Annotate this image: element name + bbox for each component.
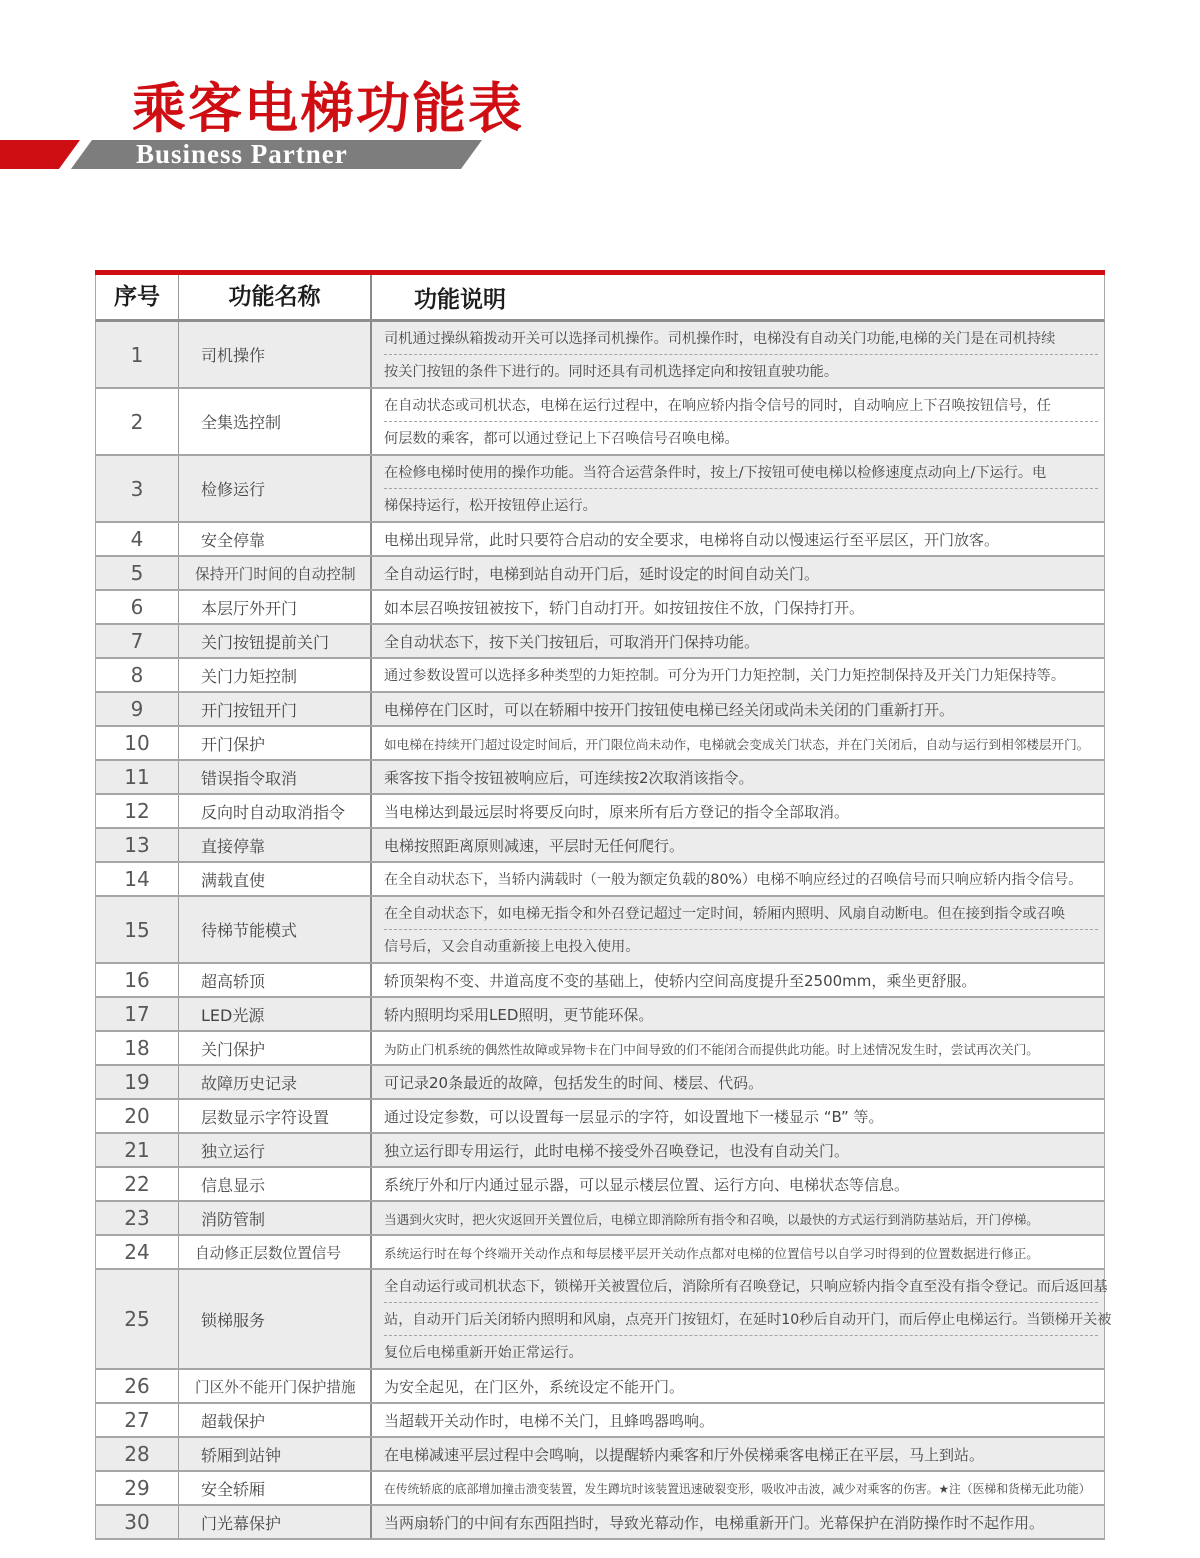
function-name: 锁梯服务: [179, 1270, 372, 1368]
row-number: 21: [96, 1134, 179, 1166]
function-name: 轿厢到站钟: [179, 1438, 372, 1470]
description-line: 轿顶架构不变、井道高度不变的基础上，使轿内空间高度提升至2500mm，乘坐更舒服。: [384, 971, 977, 990]
description-line: 站，自动开门后关闭轿内照明和风扇，点亮开门按钮灯，在延时10秒后自动开门，而后停止电梯运行。当锁梯开关被: [384, 1302, 1098, 1335]
description-line: 为防止门机系统的偶然性故障或异物卡在门中间导致的们不能闭合而提供此功能。时上述情况发生时，尝试再次关门。: [384, 1041, 1039, 1057]
function-name: 反向时自动取消指令: [179, 795, 372, 827]
description-line: 通过设定参数，可以设置每一层显示的字符，如设置地下一楼显示 “B” 等。: [384, 1107, 884, 1126]
function-name: 门光幕保护: [179, 1506, 372, 1538]
function-name: 待梯节能模式: [179, 897, 372, 962]
table-row: [95, 1100, 1105, 1134]
table-row: [95, 863, 1105, 897]
function-name: 关门按钮提前关门: [179, 625, 372, 657]
function-description: [372, 1472, 1104, 1504]
row-number: 20: [96, 1100, 179, 1132]
function-description: [372, 322, 1104, 387]
table-row: [95, 1066, 1105, 1100]
table-row: [95, 1236, 1105, 1270]
table-row: [95, 1032, 1105, 1066]
function-name: 安全停靠: [179, 523, 372, 555]
description-line: 可记录20条最近的故障，包括发生的时间、楼层、代码。: [384, 1073, 764, 1092]
function-description: [372, 795, 1104, 827]
row-number: 29: [96, 1472, 179, 1504]
row-number: 17: [96, 998, 179, 1030]
row-number: 22: [96, 1168, 179, 1200]
row-number: 11: [96, 761, 179, 793]
row-number: 26: [96, 1370, 179, 1402]
row-number: 7: [96, 625, 179, 657]
row-number: 9: [96, 693, 179, 725]
table-row: [95, 761, 1105, 795]
row-number: 24: [96, 1236, 179, 1268]
function-name: 故障历史记录: [179, 1066, 372, 1098]
function-description: [372, 998, 1104, 1030]
description-line: 在电梯减速平层过程中会鸣响，以提醒轿内乘客和厅外侯梯乘客电梯正在平层，马上到站。: [384, 1445, 985, 1464]
description-line: 在传统轿底的底部增加撞击溃变装置，发生蹲坑时该装置迅速破裂变形，吸收冲击波，减少对乘客的伤害。★注（医梯和货梯无此功能）: [384, 1481, 1091, 1496]
description-line: 在自动状态或司机状态，电梯在运行过程中，在响应轿内指令信号的同时，自动响应上下召唤按钮信号，任: [384, 398, 1051, 414]
table-body: [95, 322, 1112, 1540]
description-line: 全自动运行或司机状态下，锁梯开关被置位后，消除所有召唤登记，只响应轿内指令直至没有指令登记。而后返回基: [384, 1279, 1108, 1295]
description-line: 当两扇轿门的中间有东西阻挡时，导致光幕动作，电梯重新开门。光幕保护在消防操作时不起作用。: [384, 1513, 1045, 1532]
table-row: [95, 795, 1105, 829]
table-row: [95, 591, 1105, 625]
function-description: [372, 1236, 1104, 1268]
description-line: 复位后电梯重新开始正常运行。: [384, 1335, 1098, 1368]
table-row: [95, 693, 1105, 727]
description-line: 司机通过操纵箱拨动开关可以选择司机操作。司机操作时，电梯没有自动关门功能,电梯的关门是在司机持续: [384, 331, 1056, 347]
row-number: 4: [96, 523, 179, 555]
table-row: [95, 523, 1105, 557]
function-description: [372, 1404, 1104, 1436]
function-description: [372, 761, 1104, 793]
table-row: [95, 389, 1105, 456]
table-row: [95, 1404, 1105, 1438]
row-number: 28: [96, 1438, 179, 1470]
description-line: 当遇到火灾时，把火灾返回开关置位后，电梯立即消除所有指令和召唤，以最快的方式运行到消防基站后，开门停梯。: [384, 1211, 1039, 1227]
description-line: 如本层召唤按钮被按下，轿门自动打开。如按钮按住不放，门保持打开。: [384, 598, 865, 617]
function-name: 关门力矩控制: [179, 659, 372, 691]
description-line: 当电梯达到最远层时将要反向时，原来所有后方登记的指令全部取消。: [384, 802, 850, 821]
function-name: 直接停靠: [179, 829, 372, 861]
function-description: [372, 389, 1104, 454]
function-description: [372, 1438, 1104, 1470]
function-description: [372, 1032, 1104, 1064]
function-description: [372, 591, 1104, 623]
function-name: 本层厅外开门: [179, 591, 372, 623]
table-row: [95, 1438, 1105, 1472]
table-row: [95, 897, 1105, 964]
table-row: [95, 625, 1105, 659]
row-number: 25: [96, 1270, 179, 1368]
function-description: [372, 557, 1104, 589]
function-name: LED光源: [179, 998, 372, 1030]
row-number: 6: [96, 591, 179, 623]
description-line: 通过参数设置可以选择多种类型的力矩控制。可分为开门力矩控制，关门力矩控制保持及开关门力矩保持等。: [384, 668, 1066, 684]
description-line: 信号后，又会自动重新接上电投入使用。: [384, 929, 1098, 962]
function-description: [372, 1100, 1104, 1132]
function-name: 全集选控制: [179, 389, 372, 454]
description-line: 电梯出现异常，此时只要符合启动的安全要求，电梯将自动以慢速运行至平层区，开门放客。: [384, 530, 1000, 549]
row-number: 1: [96, 322, 179, 387]
row-number: 10: [96, 727, 179, 759]
description-line: 如电梯在持续开门超过设定时间后，开门限位尚未动作，电梯就会变成关门状态，并在门关闭后，自动与运行到相邻楼层开门。: [384, 736, 1090, 752]
row-number: 19: [96, 1066, 179, 1098]
table-row: [95, 1472, 1105, 1506]
function-name: 独立运行: [179, 1134, 372, 1166]
function-description: [372, 1168, 1104, 1200]
description-line: 系统运行时在每个终端开关动作点和每层楼平层开关动作点都对电梯的位置信号以自学习时得到的位置数据进行修正。: [384, 1245, 1039, 1261]
description-line: 当超载开关动作时，电梯不关门，且蜂鸣器鸣响。: [384, 1411, 715, 1430]
function-description: [372, 1134, 1104, 1166]
table-row: [95, 1370, 1105, 1404]
table-row: [95, 1134, 1105, 1168]
function-description: [372, 727, 1104, 759]
function-description: [372, 1270, 1112, 1368]
function-description: [372, 897, 1104, 962]
function-description: [372, 1370, 1104, 1402]
function-name: 司机操作: [179, 322, 372, 387]
function-name: 超载保护: [179, 1404, 372, 1436]
column-header-desc: 功能说明: [414, 286, 506, 313]
description-line: 独立运行即专用运行，此时电梯不接受外召唤登记，也没有自动关门。: [384, 1141, 850, 1160]
row-number: 27: [96, 1404, 179, 1436]
row-number: 8: [96, 659, 179, 691]
function-name: 错误指令取消: [179, 761, 372, 793]
row-number: 15: [96, 897, 179, 962]
row-number: 14: [96, 863, 179, 895]
page-title: 乘客电梯功能表: [132, 77, 524, 140]
function-name: 保持开门时间的自动控制: [179, 557, 372, 589]
row-number: 30: [96, 1506, 179, 1538]
function-name: 消防管制: [179, 1202, 372, 1234]
table-row: [95, 998, 1105, 1032]
red-accent-shape: [0, 140, 80, 169]
description-line: 系统厅外和厅内通过显示器，可以显示楼层位置、运行方向、电梯状态等信息。: [384, 1175, 910, 1194]
table-header-row: [95, 275, 1105, 322]
table-row: [95, 727, 1105, 761]
function-name: 满载直使: [179, 863, 372, 895]
function-name: 信息显示: [179, 1168, 372, 1200]
row-number: 5: [96, 557, 179, 589]
description-line: 在全自动状态下，当轿内满载时（一般为额定负载的80%）电梯不响应经过的召唤信号而只响应轿内指令信号。: [384, 872, 1083, 888]
description-line: 梯保持运行，松开按钮停止运行。: [384, 488, 1098, 521]
row-number: 23: [96, 1202, 179, 1234]
function-description: [372, 863, 1104, 895]
description-line: 电梯停在门区时，可以在轿厢中按开门按钮使电梯已经关闭或尚未关闭的门重新打开。: [384, 700, 955, 719]
description-line: 电梯按照距离原则减速，平层时无任何爬行。: [384, 836, 685, 855]
row-number: 2: [96, 389, 179, 454]
description-line: 全自动状态下，按下关门按钮后，可取消开门保持功能。: [384, 632, 760, 651]
subtitle: Business Partner: [136, 139, 348, 169]
function-name: 超高轿顶: [179, 964, 372, 996]
row-number: 16: [96, 964, 179, 996]
table-row: [95, 456, 1105, 523]
column-header-name: 功能名称: [179, 275, 372, 319]
column-header-no: 序号: [96, 275, 179, 319]
row-number: 12: [96, 795, 179, 827]
description-line: 在全自动状态下，如电梯无指令和外召登记超过一定时间，轿厢内照明、风扇自动断电。但在接到指令或召唤: [384, 906, 1066, 922]
table-row: [95, 1202, 1105, 1236]
table-row: [95, 1506, 1105, 1540]
function-description: [372, 456, 1104, 521]
function-description: [372, 1066, 1104, 1098]
function-description: [372, 829, 1104, 861]
function-name: 关门保护: [179, 1032, 372, 1064]
table-row: [95, 659, 1105, 693]
description-line: 全自动运行时，电梯到站自动开门后，延时设定的时间自动关门。: [384, 564, 820, 583]
function-description: [372, 523, 1104, 555]
function-name: 安全轿厢: [179, 1472, 372, 1504]
table-row: [95, 1168, 1105, 1202]
function-description: [372, 659, 1104, 691]
function-name: 开门按钮开门: [179, 693, 372, 725]
function-description: [372, 693, 1104, 725]
row-number: 13: [96, 829, 179, 861]
function-name: 自动修正层数位置信号: [179, 1236, 372, 1268]
description-line: 在检修电梯时使用的操作功能。当符合运营条件时，按上/下按钮可使电梯以检修速度点动向上/下运行。电: [384, 465, 1047, 481]
table-row: [95, 964, 1105, 998]
function-description: [372, 1202, 1104, 1234]
function-description: [372, 964, 1104, 996]
description-line: 按关门按钮的条件下进行的。同时还具有司机选择定向和按钮直驶功能。: [384, 354, 1098, 387]
row-number: 18: [96, 1032, 179, 1064]
row-number: 3: [96, 456, 179, 521]
function-name: 门区外不能开门保护措施: [179, 1370, 372, 1402]
table-row: [95, 1270, 1112, 1370]
table-row: [95, 829, 1105, 863]
description-line: 轿内照明均采用LED照明，更节能环保。: [384, 1005, 654, 1024]
table-row: [95, 322, 1105, 389]
description-line: 乘客按下指令按钮被响应后，可连续按2次取消该指令。: [384, 768, 754, 787]
header-band: [0, 140, 1200, 169]
function-description: [372, 1506, 1104, 1538]
description-line: 何层数的乘客，都可以通过登记上下召唤信号召唤电梯。: [384, 421, 1098, 454]
function-description: [372, 625, 1104, 657]
function-name: 检修运行: [179, 456, 372, 521]
function-name: 开门保护: [179, 727, 372, 759]
description-line: 为安全起见，在门区外，系统设定不能开门。: [384, 1377, 685, 1396]
function-name: 层数显示字符设置: [179, 1100, 372, 1132]
table-row: [95, 557, 1105, 591]
function-table: [95, 270, 1112, 1540]
